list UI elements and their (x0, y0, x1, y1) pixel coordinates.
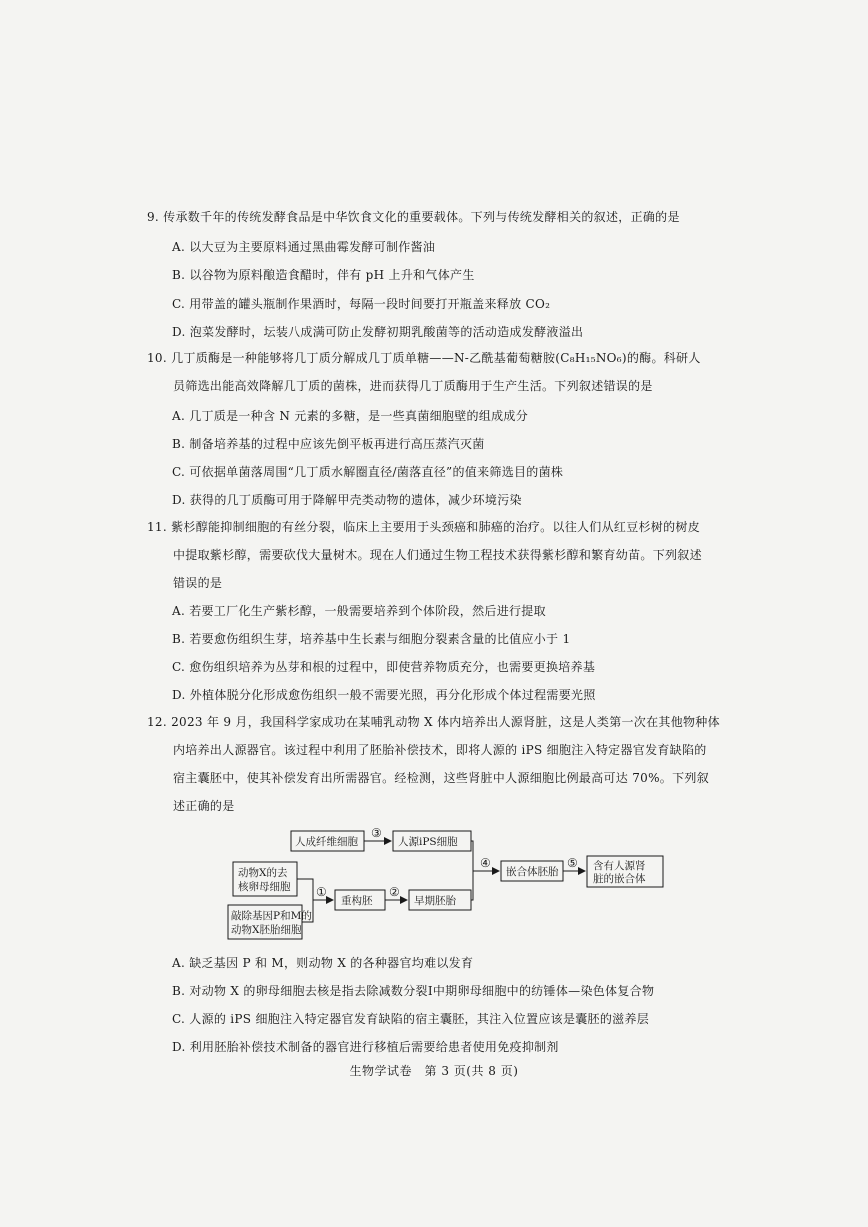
question-12-option-b: B. 对动物 X 的卵母细胞去核是指去除减数分裂Ⅰ中期卵母细胞中的纺锤体—染色体复合物 (172, 984, 655, 998)
question-9-option-b: B. 以谷物为原料酿造食醋时，伴有 pH 上升和气体产生 (172, 268, 475, 282)
question-11-option-a: A. 若要工厂化生产紫杉醇，一般需要培养到个体阶段，然后进行提取 (172, 604, 546, 618)
question-11-stem (147, 513, 707, 597)
label-early-embryo: 早期胚胎 (414, 895, 456, 907)
question-12-option-d: D. 利用胚胎补偿技术制备的器官进行移植后需要给患者使用免疫抑制剂 (172, 1040, 559, 1054)
question-12-option-a: A. 缺乏基因 P 和 M，则动物 X 的各种器官均难以发育 (172, 956, 474, 970)
question-9-option-d: D. 泡菜发酵时，坛装八成满可防止发酵初期乳酸菌等的活动造成发酵液溢出 (172, 325, 584, 339)
step-1-marker: ① (316, 885, 327, 899)
question-11-option-c: C. 愈伤组织培养为丛芽和根的过程中，即使营养物质充分，也需要更换培养基 (172, 660, 596, 674)
label-chimera-line2: 脏的嵌合体 (593, 873, 646, 885)
label-knockout-line2: 动物X胚胎细胞 (231, 924, 302, 936)
label-fibroblast: 人成纤维细胞 (295, 836, 358, 848)
question-10-option-a: A. 几丁质是一种含 N 元素的多糖，是一些真菌细胞壁的组成成分 (172, 409, 529, 423)
question-10-option-d: D. 获得的几丁质酶可用于降解甲壳类动物的遗体，减少环境污染 (172, 493, 522, 507)
step-3-marker: ③ (371, 826, 382, 840)
connector-oocyte (297, 879, 313, 900)
question-12-stem (147, 708, 720, 820)
question-12-stem-line: 述正确的是 (173, 799, 235, 813)
embryo-compensation-flow-diagram (225, 820, 685, 945)
page-footer: 生物学试卷 第 3 页(共 8 页) (349, 1064, 519, 1078)
question-10-stem (147, 344, 707, 400)
step-5-marker: ⑤ (567, 856, 578, 870)
step-4-marker: ④ (480, 856, 491, 870)
question-9-stem (147, 203, 707, 231)
question-12-option-c: C. 人源的 iPS 细胞注入特定器官发育缺陷的宿主囊胚，其注入位置应该是囊胚的滋养层 (172, 1012, 650, 1026)
question-9-option-c: C. 用带盖的罐头瓶制作果酒时，每隔一段时间要打开瓶盖来释放 CO₂ (172, 297, 551, 311)
label-reconstructed-embryo: 重构胚 (341, 895, 373, 907)
label-chimera-embryo: 嵌合体胚胎 (506, 866, 559, 878)
question-12-stem-line: 内培养出人源器官。该过程中利用了胚胎补偿技术，即将人源的 iPS 细胞注入特定器官发育缺陷的 (173, 743, 707, 757)
question-10-option-b: B. 制备培养基的过程中应该先倒平板再进行高压蒸汽灭菌 (172, 437, 485, 451)
label-chimera-line1: 含有人源肾 (593, 860, 646, 872)
question-10-stem-line: 10. 几丁质酶是一种能够将几丁质分解成几丁质单糖——N-乙酰基葡萄糖胺(C₈H₁₅NO₆)的酶。科研人 (147, 351, 701, 365)
question-9-option-a: A. 以大豆为主要原料通过黑曲霉发酵可制作酱油 (172, 240, 436, 254)
label-oocyte-line1: 动物X的去 (238, 867, 288, 879)
step-2-marker: ② (389, 885, 400, 899)
question-10-stem-line: 员筛选出能高效降解几丁质的菌株，进而获得几丁质酶用于生产生活。下列叙述错误的是 (173, 379, 653, 393)
label-ips-cell: 人源iPS细胞 (398, 836, 458, 848)
question-12-stem-line: 12. 2023 年 9 月，我国科学家成功在某哺乳动物 X 体内培养出人源肾脏，这是人类第一次在其他物种体 (147, 715, 720, 729)
label-knockout-line1: 敲除基因P和M的 (231, 910, 312, 922)
question-11-option-b: B. 若要愈伤组织生芽，培养基中生长素与细胞分裂素含量的比值应小于 1 (172, 632, 571, 646)
question-11-stem-line: 错误的是 (173, 576, 223, 590)
label-oocyte-line2: 核卵母细胞 (238, 881, 291, 893)
question-11-option-d: D. 外植体脱分化形成愈伤组织一般不需要光照，再分化形成个体过程需要光照 (172, 688, 596, 702)
question-9-stem-text: 9. 传承数千年的传统发酵食品是中华饮食文化的重要载体。下列与传统发酵相关的叙述，正确的是 (147, 210, 680, 224)
question-11-stem-line: 中提取紫杉醇，需要砍伐大量树木。现在人们通过生物工程技术获得紫杉醇和繁育幼苗。下列叙述 (173, 548, 702, 562)
question-10-option-c: C. 可依据单菌落周围“几丁质水解圈直径/菌落直径”的值来筛选目的菌株 (172, 465, 564, 479)
question-11-stem-line: 11. 紫杉醇能抑制细胞的有丝分裂，临床上主要用于头颈癌和肺癌的治疗。以往人们从红豆杉树的树皮 (147, 520, 701, 534)
question-12-stem-line: 宿主囊胚中，使其补偿发育出所需器官。经检测，这些肾脏中人源细胞比例最高可达 70%。下列叙 (173, 771, 709, 785)
